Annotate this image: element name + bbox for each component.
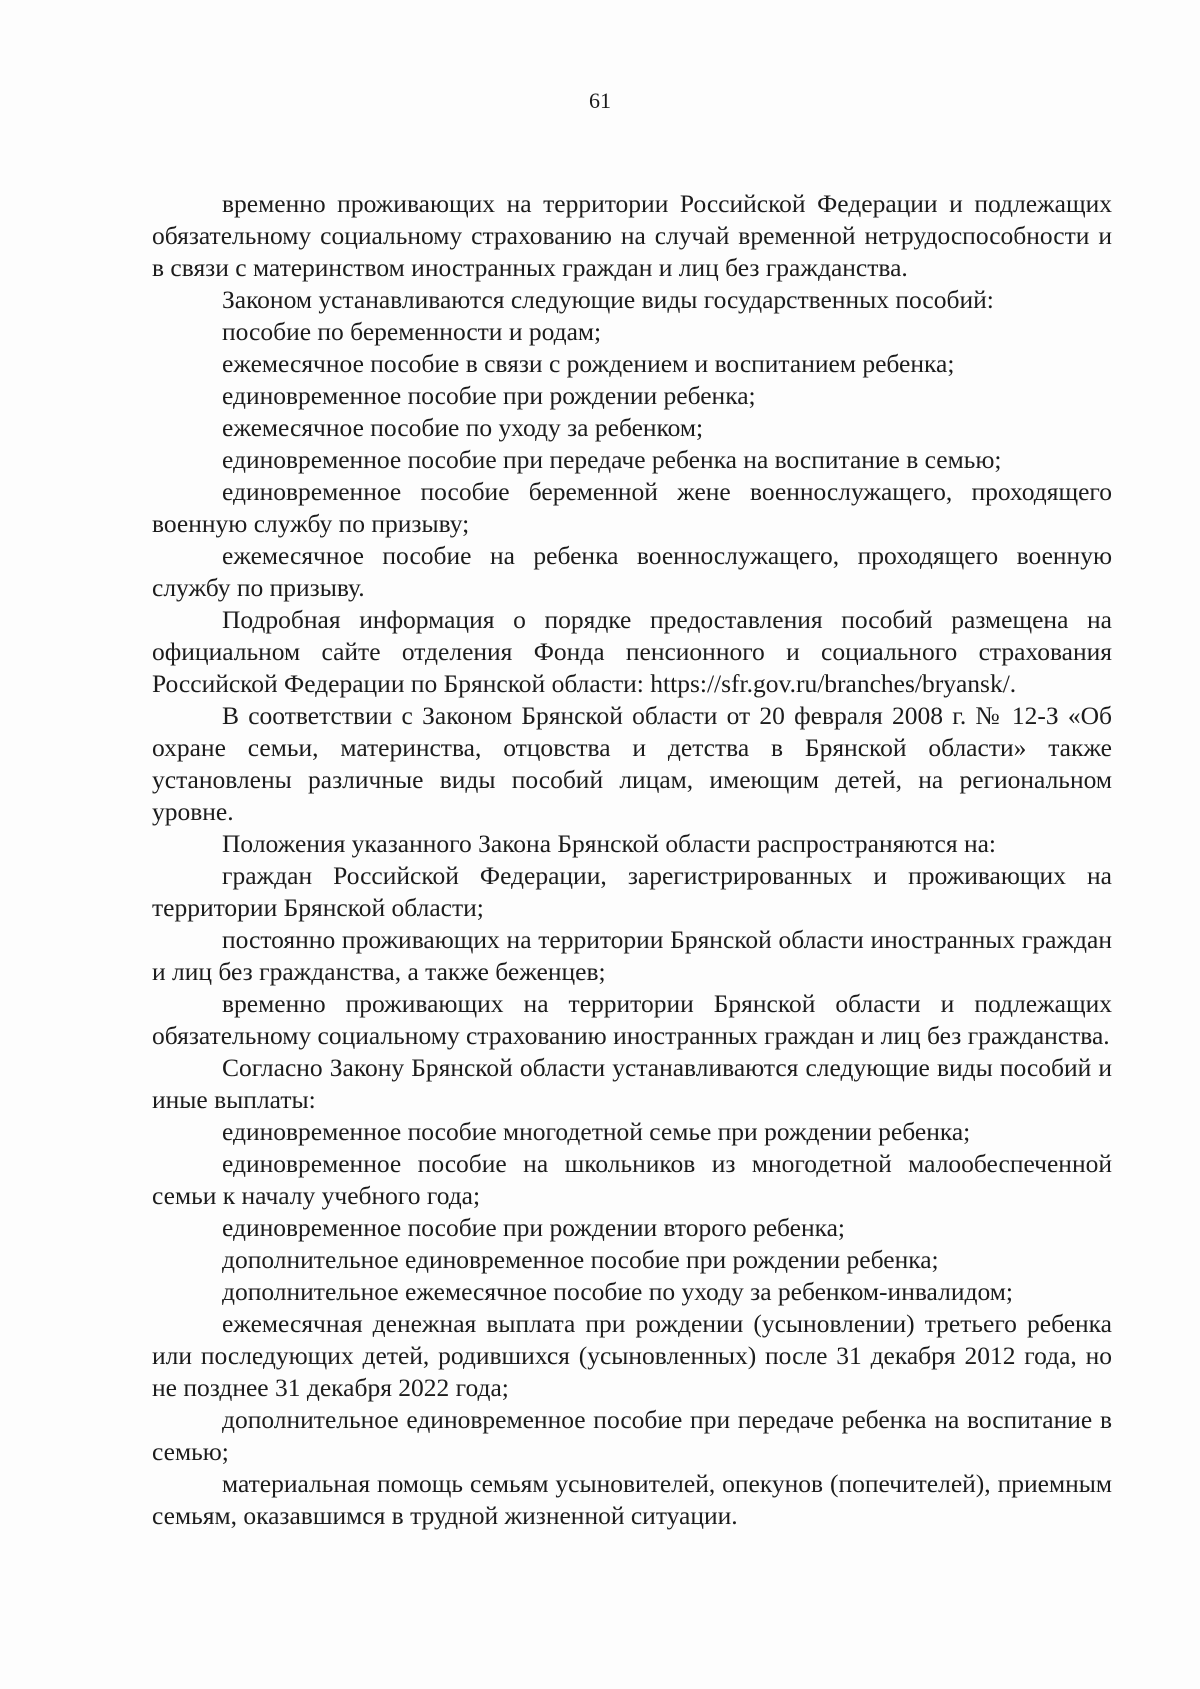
paragraph: дополнительное ежемесячное пособие по уходу за ребенком-инвалидом;: [222, 1277, 1013, 1306]
page-number: 61: [589, 88, 611, 113]
paragraph: постоянно проживающих на территории Брянской области иностранных граждан и лиц без гражданства, а также беженцев;: [152, 925, 1112, 986]
paragraph: пособие по беременности и родам;: [222, 317, 602, 346]
paragraph: Подробная информация о порядке предоставления пособий размещена на официальном сайте отделения Фонда пенсионного и социального страхования Российской Федерации по Брянской области: https://sfr.gov.ru/branches/bryansk/.: [152, 605, 1112, 698]
paragraph: ежемесячное пособие по уходу за ребенком;: [222, 413, 704, 442]
paragraph: единовременное пособие беременной жене военнослужащего, проходящего военную службу по призыву;: [152, 477, 1112, 538]
paragraph: дополнительное единовременное пособие при рождении ребенка;: [222, 1245, 939, 1274]
paragraph: ежемесячное пособие в связи с рождением и воспитанием ребенка;: [222, 349, 955, 378]
paragraph: дополнительное единовременное пособие при передаче ребенка на воспитание в семью;: [152, 1405, 1112, 1466]
paragraph: ежемесячная денежная выплата при рождении (усыновлении) третьего ребенка или последующих детей, родившихся (усыновленных) после 31 декабря 2012 года, но не позднее 31 декабря 2022 года;: [152, 1309, 1112, 1402]
paragraph: Законом устанавливаются следующие виды государственных пособий:: [222, 285, 994, 314]
paragraph: В соответствии с Законом Брянской области от 20 февраля 2008 г. № 12-З «Об охране семьи, материнства, отцовства и детства в Брянской области» также установлены различные виды пособий лицам, имеющим детей, на региональном уровне.: [152, 701, 1112, 826]
paragraph: временно проживающих на территории Российской Федерации и подлежащих обязательному социальному страхованию на случай временной нетрудоспособности и в связи с материнством иностранных граждан и лиц без гражданства.: [152, 189, 1112, 282]
paragraph: временно проживающих на территории Брянской области и подлежащих обязательному социальному страхованию иностранных граждан и лиц без гражданства.: [152, 989, 1112, 1050]
document-body: [152, 188, 1112, 1532]
paragraph: единовременное пособие при рождении второго ребенка;: [222, 1213, 846, 1242]
paragraph: единовременное пособие многодетной семье при рождении ребенка;: [222, 1117, 971, 1146]
paragraph: единовременное пособие на школьников из многодетной малообеспеченной семьи к началу учебного года;: [152, 1149, 1112, 1210]
paragraph: граждан Российской Федерации, зарегистрированных и проживающих на территории Брянской области;: [152, 861, 1112, 922]
paragraph: Положения указанного Закона Брянской области распространяются на:: [222, 829, 996, 858]
paragraph: ежемесячное пособие на ребенка военнослужащего, проходящего военную службу по призыву.: [152, 541, 1112, 602]
paragraph: материальная помощь семьям усыновителей, опекунов (попечителей), приемным семьям, оказавшимся в трудной жизненной ситуации.: [152, 1469, 1112, 1530]
paragraph: единовременное пособие при рождении ребенка;: [222, 381, 756, 410]
paragraph: Согласно Закону Брянской области устанавливаются следующие виды пособий и иные выплаты:: [152, 1053, 1112, 1114]
paragraph: единовременное пособие при передаче ребенка на воспитание в семью;: [222, 445, 1002, 474]
